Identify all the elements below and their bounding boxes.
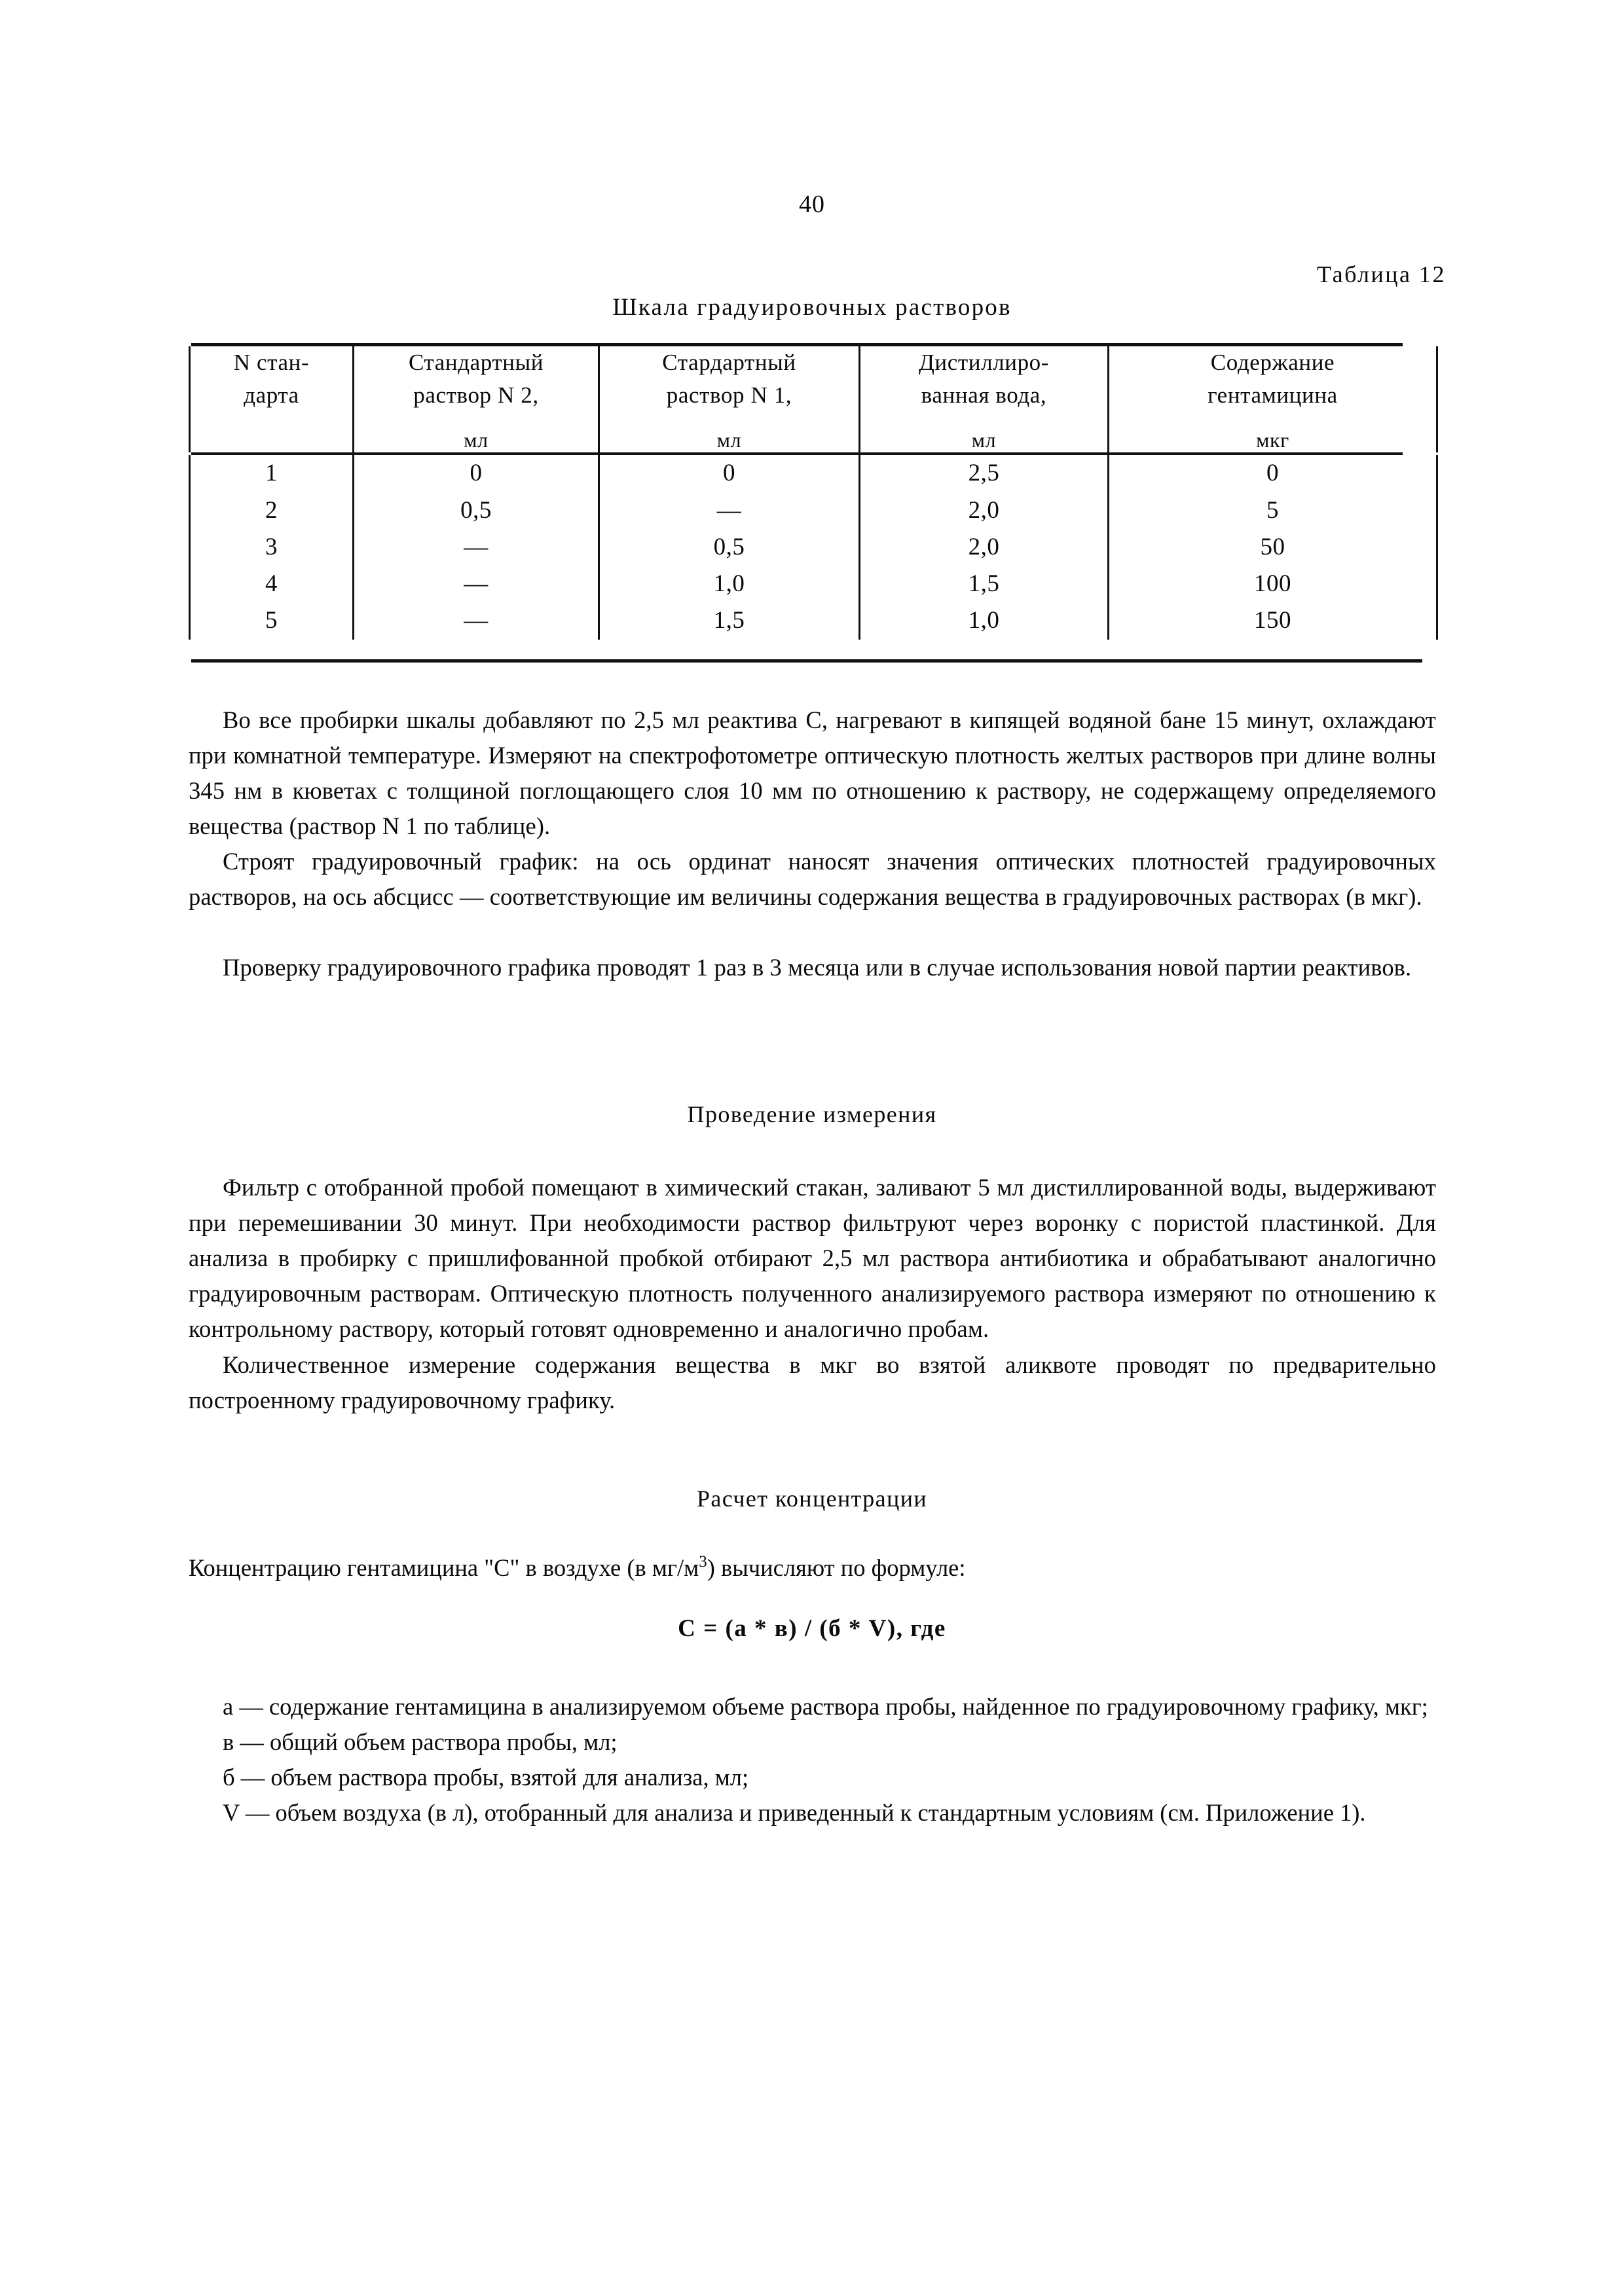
table-cell: 1,5: [713, 607, 745, 634]
table-cell: 3: [265, 533, 278, 560]
header-unit: мл: [971, 428, 997, 452]
table-caption: Шкала градуировочных растворов: [612, 294, 1012, 321]
table-cell: 50: [1260, 533, 1285, 560]
definition-b: б — объем раствора пробы, взятой для анализа, мл;: [223, 1764, 749, 1791]
table-label: Таблица 12: [1317, 261, 1446, 287]
table-column-distilled-water: [860, 455, 1109, 639]
table-cell: 1: [265, 460, 278, 487]
table-cell: 0,5: [713, 533, 745, 560]
table-header-cell-standard-solution-1: [599, 346, 860, 452]
paragraph-calibration-graph: [189, 844, 1436, 915]
heading-measurement: Проведение измерения: [687, 1101, 937, 1127]
table-cell: 5: [1266, 496, 1279, 524]
table-column-standard-solution-2: [354, 455, 599, 639]
table-cell: 150: [1254, 607, 1291, 634]
table-body-row: [190, 455, 1437, 639]
table-bottom-rule: [191, 659, 1422, 663]
header-line-1: Стардартный: [662, 350, 796, 375]
header-line-2: раствор N 1,: [666, 382, 792, 408]
calculation-intro-before: Концентрацию гентамицина "С" в воздухе (в мг/м: [189, 1554, 699, 1581]
table-grid: [189, 346, 1438, 452]
definition-V: V — объем воздуха (в л), отобранный для анализа и приведенный к стандартным условиям (см. Приложение 1).: [223, 1799, 1366, 1826]
page-number: 40: [799, 191, 825, 218]
table-cell: 2: [265, 496, 278, 524]
header-unit: мл: [716, 428, 742, 452]
table-header-cell-gentamicin-content: [1109, 346, 1437, 452]
cubic-exponent: 3: [699, 1553, 707, 1571]
header-line-1: Содержание: [1210, 350, 1335, 375]
table-cell: 2,5: [968, 460, 1000, 487]
calculation-intro-after: ) вычисляют по формуле:: [707, 1554, 966, 1581]
table-cell: —: [464, 533, 489, 560]
table-column-standard-solution-1: [599, 455, 860, 639]
paragraph-text: Фильтр с отобранной пробой помещают в химический стакан, заливают 5 мл дистиллированной воды, выдерживают при перемешивании 30 минут. При необходимости раствор фильтруют через воронку с пористой пластинкой. Для анализа в пробирку с пришлифованной пробкой отбирают 2,5 мл раствора антибиотика и обрабатывают аналогично градуировочным растворам. Оптическую плотность полученного анализируемого раствора измеряют по отношению к контрольному раствору, который готовят одновременно и аналогично пробам.: [189, 1174, 1436, 1342]
table-cell: 0: [1266, 460, 1279, 487]
paragraph-text: Количественное измерение содержания вещества в мкг во взятой аликвоте проводят по предварительно построенному градуировочному графику.: [189, 1351, 1436, 1413]
table-cell: —: [464, 570, 489, 598]
paragraph-text: Во все пробирки шкалы добавляют по 2,5 мл реактива С, нагревают в кипящей водяной бане 15 минут, охлаждают при комнатной температуре. Измеряют на спектрофотометре оптическую плотность желтых растворов при длине волны 345 нм в кюветах с толщиной поглощающего слоя 10 мм по отношению к раствору, не содержащему определяемого вещества (раствор N 1 по таблице).: [189, 706, 1436, 839]
formula-definitions: [189, 1689, 1436, 1831]
table-cell: 4: [265, 570, 278, 598]
table-cell: 0: [470, 460, 483, 487]
table-column-gentamicin-content: [1109, 455, 1437, 639]
table-cell: 1,0: [968, 607, 1000, 634]
header-line-2: гентамицина: [1208, 382, 1338, 408]
paragraph-quantitative-measurement: [189, 1347, 1436, 1418]
table-column-standard-no: [190, 455, 354, 639]
definition-v-lower: в — общий объем раствора пробы, мл;: [223, 1728, 618, 1755]
table-header-cell-distilled-water: [860, 346, 1109, 452]
header-line-1: Стандартный: [408, 350, 544, 375]
table-cell: 1,5: [968, 570, 1000, 598]
definition-a: а — содержание гентамицина в анализируемом объеме раствора пробы, найденное по градуировочному графику, мкг;: [223, 1693, 1428, 1720]
table-header-row: [190, 346, 1437, 452]
heading-calculation: Расчет концентрации: [696, 1485, 928, 1512]
header-line-1: Дистиллиро-: [918, 350, 1050, 375]
table-header-cell-standard-no: [190, 346, 354, 452]
table-cell: —: [716, 496, 742, 524]
header-unit: мл: [464, 428, 489, 452]
calibration-table: [189, 343, 1436, 663]
paragraph-reagent-procedure: [189, 702, 1436, 844]
header-line-2: раствор N 2,: [413, 382, 539, 408]
paragraph-measurement-procedure: [189, 1170, 1436, 1347]
header-line-2: ванная вода,: [921, 382, 1047, 408]
paragraph-text: Строят градуировочный график: на ось ординат наносят значения оптических плотностей градуировочных растворов, на ось абсцисс — соответствующие им величины содержания вещества в градуировочных растворах (в мкг).: [189, 848, 1436, 910]
paragraph-graph-verification: [189, 950, 1436, 985]
table-cell: 0: [723, 460, 735, 487]
table-cell: 2,0: [968, 533, 1000, 560]
table-cell: 100: [1254, 570, 1291, 598]
header-line-2: дарта: [244, 382, 299, 408]
header-line-1: N стан-: [233, 350, 310, 375]
concentration-formula: C = (а * в) / (б * V), где: [678, 1615, 946, 1642]
table-header-cell-standard-solution-2: [354, 346, 599, 452]
calculation-intro: [189, 1550, 1436, 1586]
table-cell: 5: [265, 607, 278, 634]
header-unit: мкг: [1256, 428, 1289, 452]
table-cell: 1,0: [713, 570, 745, 598]
table-cell: —: [464, 607, 489, 634]
table-body-grid: [189, 455, 1438, 639]
paragraph-text: Проверку градуировочного графика проводят 1 раз в 3 месяца или в случае использования новой партии реактивов.: [223, 954, 1412, 981]
table-cell: 2,0: [968, 496, 1000, 524]
table-cell: 0,5: [460, 496, 492, 524]
